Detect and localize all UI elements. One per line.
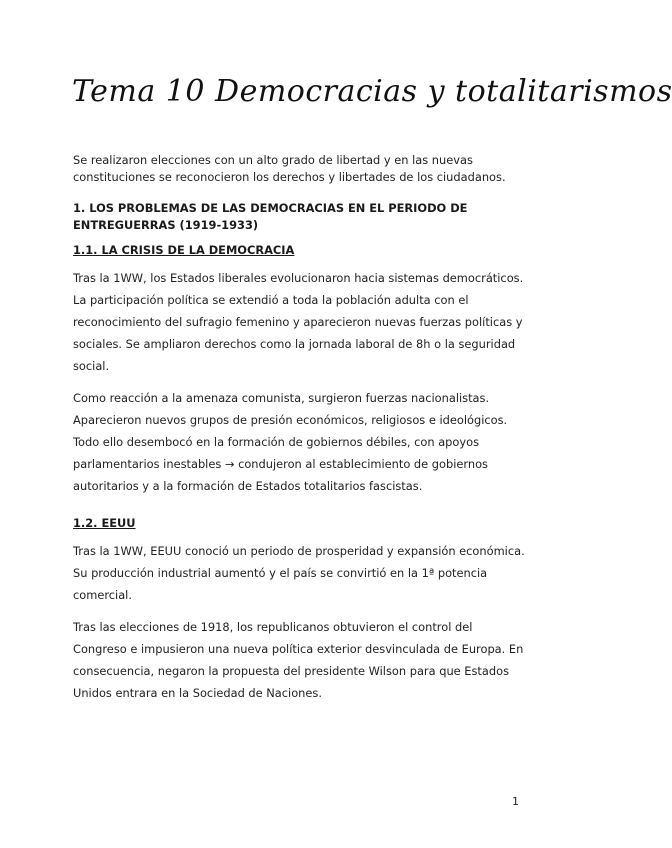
section-1-1-paragraph-2: Como reacción a la amenaza comunista, surgieron fuerzas nacionalistas. Aparecieron nuevos grupos de presión económicos, religiosos e ideológicos. Todo ello desembocó en la formación de gobiernos débiles, con apoyos parlamentarios inestables → condujeron al establecimiento de gobiernos autoritarios y a la formación de Estados totalitarios fascistas. (73, 391, 508, 493)
section-1-1-paragraph-1: Tras la 1WW, los Estados liberales evolucionaron hacia sistemas democráticos. La participación política se extendió a toda la población adulta con el reconocimiento del sufragio femenino y aparecieron nuevas fuerzas políticas y sociales. Se ampliaron derechos como la jornada laboral de 8h o la seguridad social. (73, 271, 524, 373)
page-title: Tema 10 Democracias y totalitarismos (72, 74, 672, 109)
section-1-1-heading: 1.1. LA CRISIS DE LA DEMOCRACIA (73, 243, 295, 257)
page-number: 1 (512, 795, 519, 808)
section-1-2-heading: 1.2. EEUU (73, 516, 136, 530)
intro-paragraph: Se realizaron elecciones con un alto grado de libertad y en las nuevas constituciones se reconocieron los derechos y libertades de los ciudadanos. (73, 153, 506, 184)
document-body (73, 152, 529, 714)
section-1-heading: 1. LOS PROBLEMAS DE LAS DEMOCRACIAS EN EL PERIODO DE ENTREGUERRAS (1919-1933) (73, 201, 468, 232)
section-1-2-paragraph-2: Tras las elecciones de 1918, los republicanos obtuvieron el control del Congreso e impusieron una nueva política exterior desvinculada de Europa. En consecuencia, negaron la propuesta del presidente Wilson para que Estados Unidos entrara en la Sociedad de Naciones. (73, 620, 524, 700)
section-1-2-paragraph-1: Tras la 1WW, EEUU conoció un periodo de prosperidad y expansión económica. Su producción industrial aumentó y el país se convirtió en la 1ª potencia comercial. (73, 544, 525, 602)
